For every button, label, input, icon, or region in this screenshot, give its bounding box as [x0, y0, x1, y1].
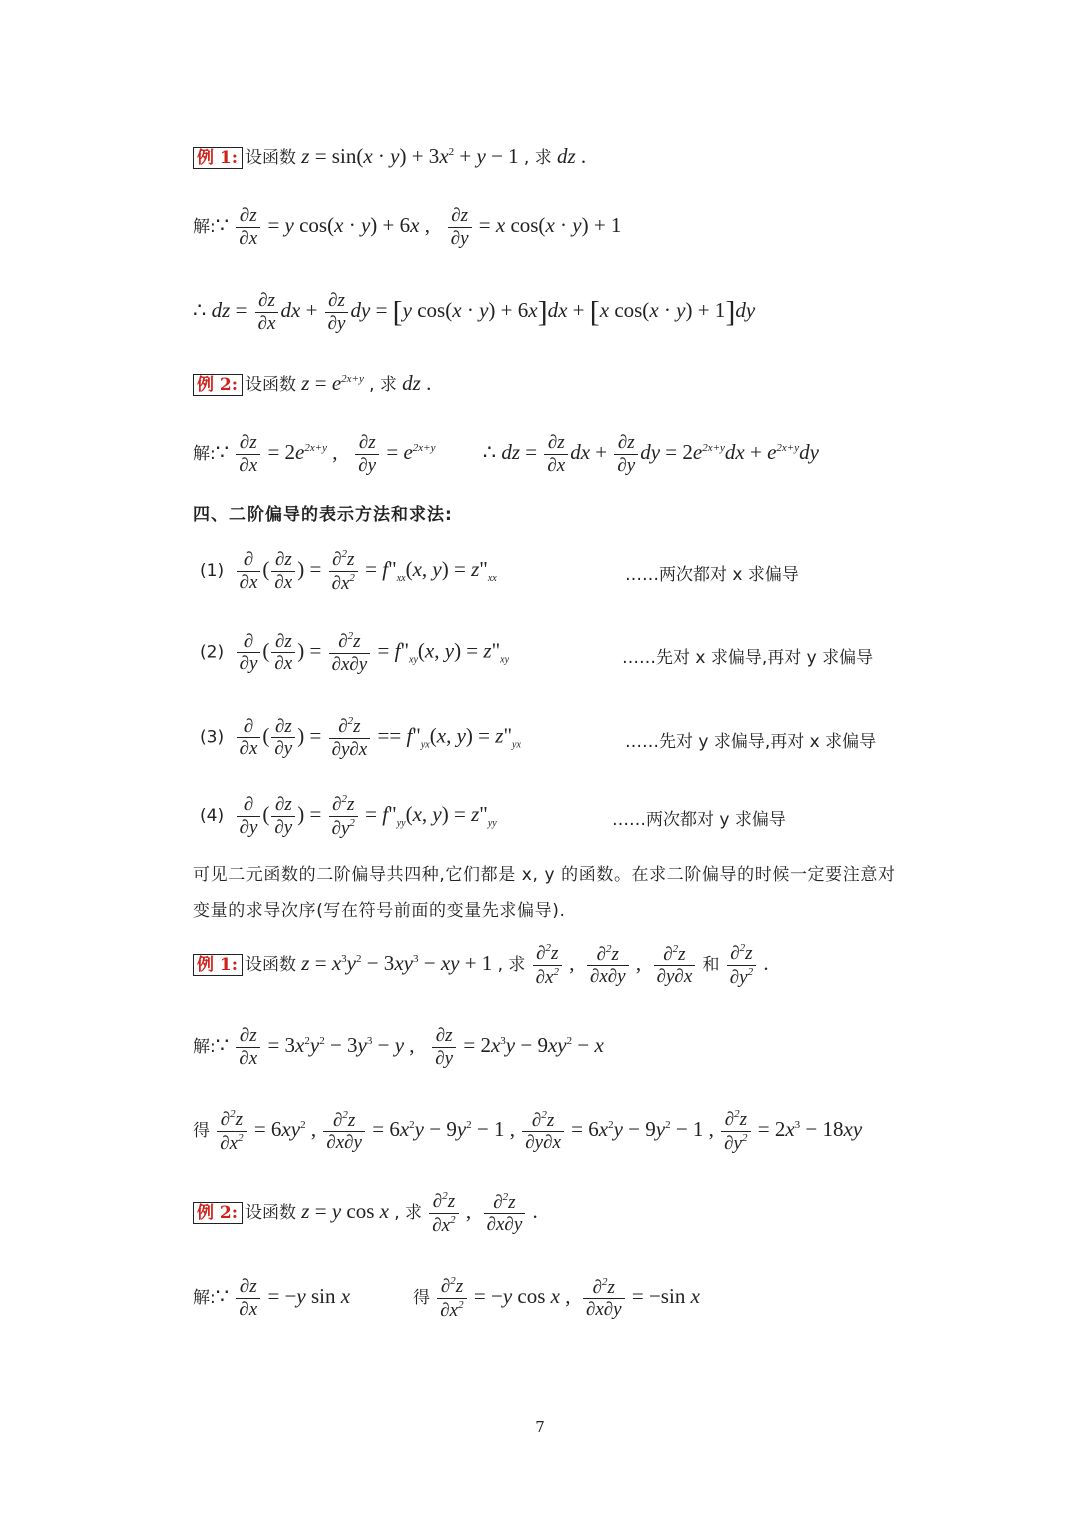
case-3-note: ……先对 y 求偏导,再对 x 求偏导 [625, 732, 877, 752]
example-tag: 例 1: [193, 954, 243, 976]
example-1-solution-line1: 解:∵ $\frac{\partial z}{\partial x}$ = y cos(x · y) + 6x , $\frac{\partial z}{\partial y}$ = x cos(x · y) + 1 [193, 205, 622, 249]
case-4-note: ……两次都对 y 求偏导 [612, 810, 786, 830]
example-1-first: 例 1: 设函数 $z = \sin(x \cdot y) + 3x^2 + y - 1$ , 求 dz . [193, 146, 586, 169]
example-2-second: 例 2: 设函数 z = y cos x , 求 $\frac{\partial^2z}{\partial x^2}$ , $\frac{\partial^2z}{\partial x\partial y}$ . [193, 1190, 538, 1237]
example-2-second-solution: 解:∵ $\frac{\partial z}{\partial x}$ = −y sin x 得 $\frac{\partial^2z}{\partial x^2}$ = −y cos x , $\frac{\partial^2z}{\partial x\partial y}$ = −sin x [193, 1275, 700, 1321]
case-2-formula: (2) $\frac{\partial}{\partial y}$ ( $\frac{\partial z}{\partial x}$ ) = $\frac{\partial^2z}{\partial x\partial y}$ = $f"_{xy}(x$, $y) = z"_{xy}$ [200, 630, 510, 675]
example-1-second-solution-line2: 得 $\frac{\partial^2z}{\partial x^2}$ = $6xy^2$ , $\frac{\partial^2z}{\partial x\partial y}$ = $6x^2y - 9y^2 - 1$ , $\frac{\partial^2z}{\partial y\partial x}$ = $6x^2y - 9y^2 - 1$ , $\frac{\partial^2z}{\partial y^2}$ = $2x^3 - 18xy$ [193, 1108, 863, 1154]
example-tag: 例 2: [193, 1202, 243, 1224]
paragraph-line-1: 可见二元函数的二阶偏导共四种,它们都是 x, y 的函数。在求二阶偏导的时候一定要注意对 [193, 865, 896, 885]
example-2-solution: 解:∵ $\frac{\partial z}{\partial x}$ = $2e^{2x+y}$ , $\frac{\partial z}{\partial y}$ = $e^{2x+y}$ ∴ dz = $\frac{\partial z}{\partial x}$ dx + $\frac{\partial z}{\partial y}$ dy = $2e^{2x+y}dx + e^{2x+y}dy$ [193, 432, 819, 476]
case-1-formula: (1) $\frac{\partial}{\partial x}$ ( $\frac{\partial z}{\partial x}$ ) = $\frac{\partial^2z}{\partial x^2}$ = $f"_{xx}(x$, $y) = z"_{xx}$ [200, 548, 497, 594]
page-number: 7 [535, 1418, 545, 1436]
case-1-note: ……两次都对 x 求偏导 [625, 565, 799, 585]
example-2-first: 例 2: 设函数 $z = e^{2x+y}$ , 求 dz . [193, 373, 431, 396]
example-1-solution-line2: ∴ dz = $\frac{\partial z}{\partial x}$ dx + $\frac{\partial z}{\partial y}$ dy = [y cos(x · y) + 6x]dx + [x cos(x · y) + 1]dy [193, 290, 756, 334]
example-tag: 例 2: [193, 374, 243, 396]
case-3-formula: (3) $\frac{\partial}{\partial x}$ ( $\frac{\partial z}{\partial y}$ ) = $\frac{\partial^2z}{\partial y\partial x}$ == $f"_{yx}(x$, $y) = z"_{yx}$ [200, 715, 521, 760]
example-1-second-solution-line1: 解:∵ $\frac{\partial z}{\partial x}$ = $3x^2y^2 - 3y^3 - y$ , $\frac{\partial z}{\partial y}$ = $2x^3y - 9xy^2 - x$ [193, 1025, 604, 1069]
section-heading: 四、二阶偏导的表示方法和求法: [193, 505, 453, 525]
example-1-second: 例 1: 设函数 $z = x^3y^2 - 3xy^3$ − xy + 1 , 求 $\frac{\partial^2z}{\partial x^2}$ , $\frac{\partial^2z}{\partial x\partial y}$ , $\frac{\partial^2z}{\partial y\partial x}$ 和 $\frac{\partial^2z}{\partial y^2}$ . [193, 942, 769, 989]
case-4-formula: (4) $\frac{\partial}{\partial y}$ ( $\frac{\partial z}{\partial y}$ ) = $\frac{\partial^2z}{\partial y^2}$ = $f"_{yy}(x$, $y) = z"_{yy}$ [200, 793, 497, 839]
example-tag: 例 1: [193, 147, 243, 169]
paragraph-line-2: 变量的求导次序(写在符号前面的变量先求偏导). [193, 901, 566, 921]
case-2-note: ……先对 x 求偏导,再对 y 求偏导 [622, 648, 874, 668]
